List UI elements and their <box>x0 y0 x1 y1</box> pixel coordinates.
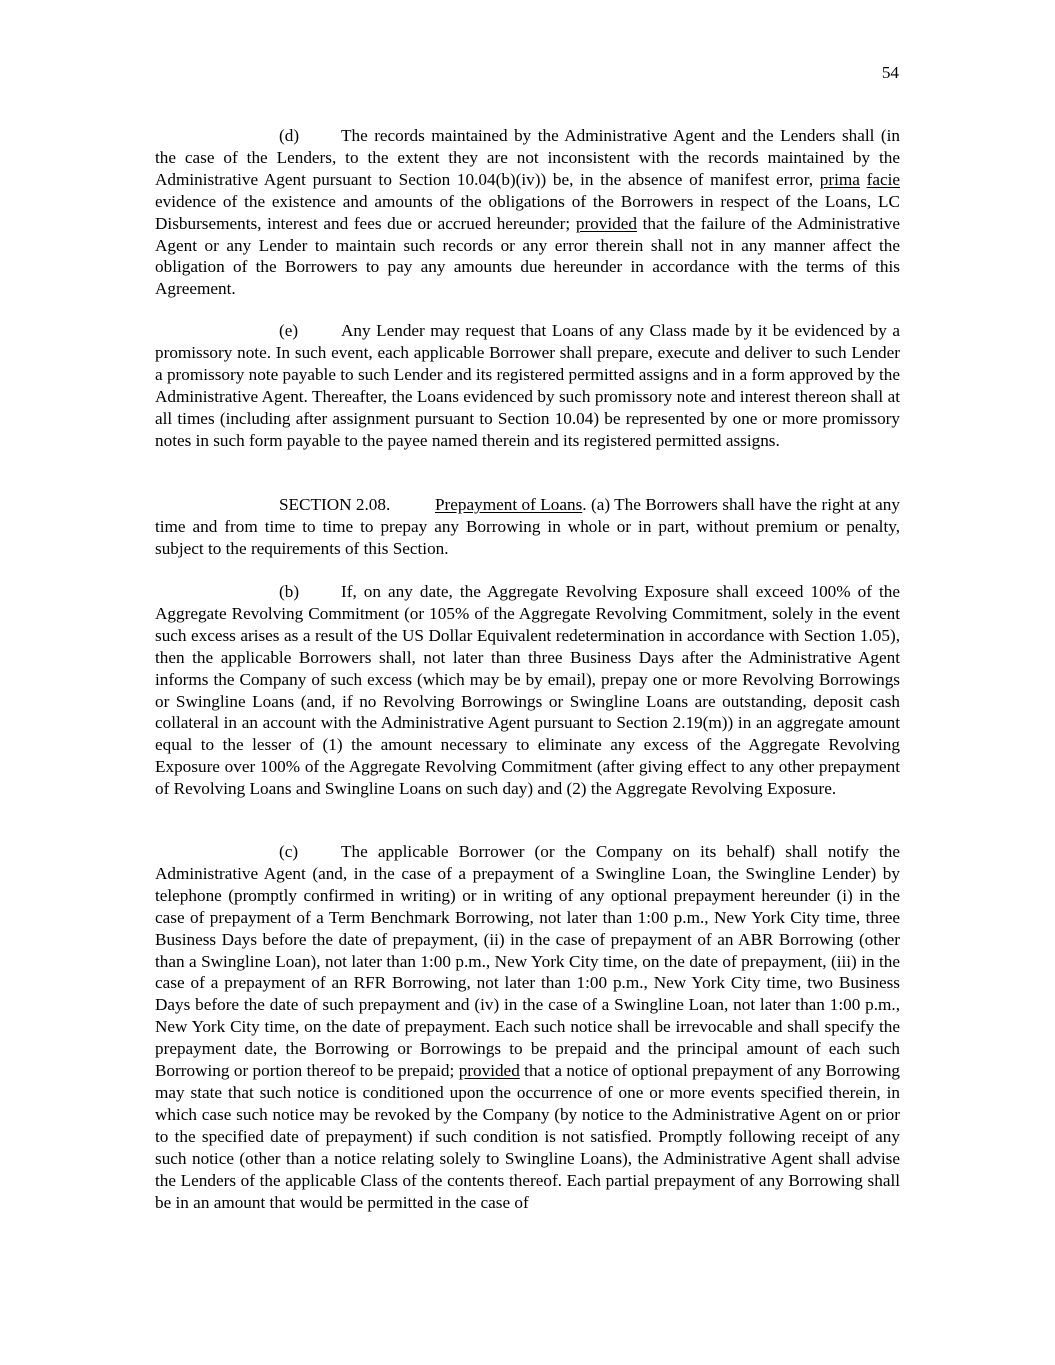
paragraph-c: (c) The applicable Borrower (or the Company on its behalf) shall notify the Administrative Agent (and, in the case of a prepayment of a Swingline Loan, the Swingline Lender) by telephone (promptly confirmed in writing) or in writing of any optional prepayment hereunder (i) in the case of prepayment of a Term Benchmark Borrowing, not later than 1:00 p.m., New York City time, three Business Days before the date of prepayment, (ii) in the case of prepayment of an ABR Borrowing (other than a Swingline Loan), not later than 1:00 p.m., New York City time, on the date of prepayment, (iii) in the case of a prepayment of an RFR Borrowing, not later than 1:00 p.m., New York City time, two Business Days before the date of such prepayment and (iv) in the case of a Swingline Loan, not later than 1:00 p.m., New York City time, on the date of prepayment. Each such notice shall be irrevocable and shall specify the prepayment date, the Borrowing or Borrowings to be prepaid and the principal amount of each such Borrowing or portion thereof to be prepaid; provided that a notice of optional prepayment of any Borrowing may state that such notice is conditioned upon the occurrence of one or more events specified therein, in which case such notice may be revoked by the Company (by notice to the Administrative Agent on or prior to the specified date of prepayment) if such condition is not satisfied. Promptly following receipt of any such notice (other than a notice relating solely to Swingline Loans), the Administrative Agent shall advise the Lenders of the applicable Class of the contents thereof. Each partial prepayment of any Borrowing shall be in an amount that would be permitted in the case of <box>155 842 901 1212</box>
paragraph-label: (e) <box>279 321 299 340</box>
underlined-term: provided <box>575 213 637 233</box>
paragraph-b: (b) If, on any date, the Aggregate Revolving Exposure shall exceed 100% of the Aggregate Revolving Commitment (or 105% of the Aggregate Revolving Commitment, solely in the event such excess arises as a result of the US Dollar Equivalent redetermination in accordance with Section 1.05), then the applicable Borrowers shall, not later than three Business Days after the Administrative Agent informs the Company of such excess (which may be by email), prepay one or more Revolving Borrowings or Swingline Loans (and, if no Revolving Borrowings or Swingline Loans are outstanding, deposit cash collateral in an account with the Administrative Agent pursuant to Section 2.19(m)) in an aggregate amount equal to the lesser of (1) the amount necessary to eliminate any excess of the Aggregate Revolving Exposure over 100% of the Aggregate Revolving Commitment (after giving effect to any other prepayment of Revolving Loans and Swingline Loans on such day) and (2) the Aggregate Revolving Exposure. <box>155 582 900 799</box>
underlined-term: prima <box>819 169 860 189</box>
section-2-08-paragraph: SECTION 2.08. Prepayment of Loans. (a) The Borrowers shall have the right at any time and from time to time to prepay any Borrowing in whole or in part, without premium or penalty, subject to the requirements of this Section. <box>155 495 900 558</box>
paragraph-label: (d) <box>279 126 300 145</box>
paragraph-d: (d) The records maintained by the Administrative Agent and the Lenders shall (in the case of the Lenders, to the extent they are not inconsistent with the records maintained by the Administrative Agent pursuant to Section 10.04(b)(iv)) be, in the absence of manifest error, prima facie evidence of the existence and amounts of the obligations of the Borrowers in respect of the Loans, LC Disbursements, interest and fees due or accrued hereunder; provided that the failure of the Administrative Agent or any Lender to maintain such records or any error therein shall not in any manner affect the obligation of the Borrowers to pay any amounts due hereunder in accordance with the terms of this Agreement. <box>155 126 901 299</box>
underlined-term: facie <box>866 169 901 189</box>
page-number: 54 <box>881 63 899 82</box>
underlined-term: provided <box>458 1061 520 1081</box>
section-number: SECTION 2.08. <box>279 495 391 514</box>
paragraph-label: (b) <box>279 582 300 601</box>
paragraph-label: (c) <box>279 842 299 861</box>
paragraph-e: (e) Any Lender may request that Loans of any Class made by it be evidenced by a promissory note. In such event, each applicable Borrower shall prepare, execute and deliver to such Lender a promissory note payable to such Lender and its registered permitted assigns and in a form approved by the Administrative Agent. Thereafter, the Loans evidenced by such promissory note and interest thereon shall at all times (including after assignment pursuant to Section 10.04) be represented by one or more promissory notes in such form payable to the payee named therein and its registered permitted assigns. <box>155 321 900 450</box>
section-title: Prepayment of Loans <box>435 495 583 514</box>
